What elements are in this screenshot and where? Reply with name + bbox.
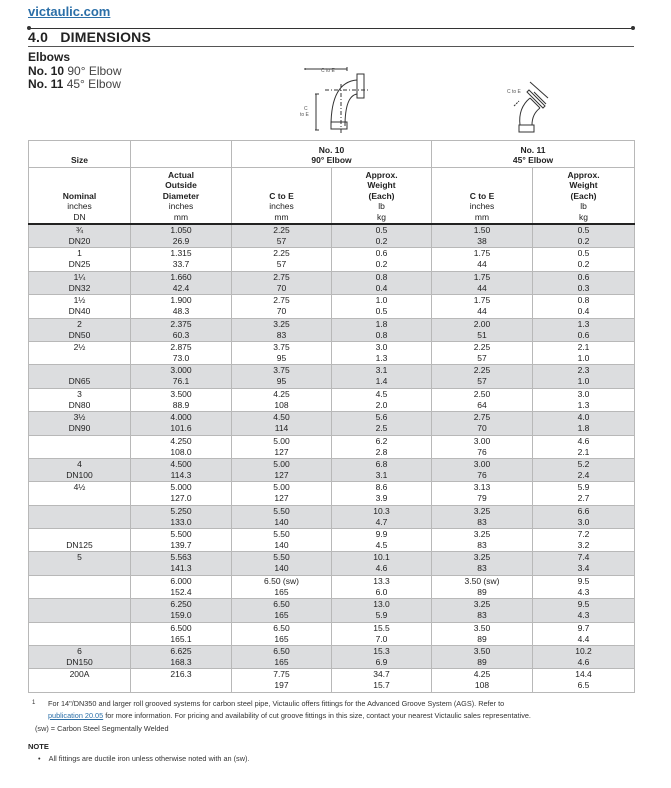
table-cell: 2.50 64 — [432, 388, 533, 411]
table-row — [29, 669, 635, 692]
blank-header — [131, 141, 232, 168]
table-row — [29, 412, 635, 435]
table-cell: 1.660 42.4 — [131, 271, 232, 294]
table-cell: 10.1 4.6 — [332, 552, 432, 575]
note-heading: NOTE — [28, 742, 49, 751]
table-cell: 5.9 2.7 — [533, 482, 635, 505]
table-cell: 2.875 73.0 — [131, 341, 232, 364]
c-label: C — [304, 106, 308, 112]
table-cell: 0.8 0.4 — [533, 295, 635, 318]
table-cell: 3.25 83 — [232, 318, 332, 341]
table-cell: 10.3 4.7 — [332, 505, 432, 528]
table-cell: 4.250 108.0 — [131, 435, 232, 458]
category-label: Elbows — [28, 50, 71, 64]
c-to-e-label: C to E — [507, 89, 521, 95]
table-cell: 3.50 89 — [432, 622, 533, 645]
table-body — [29, 224, 635, 692]
product-number: No. 11 — [28, 77, 64, 91]
table-row — [29, 599, 635, 622]
table-row — [29, 552, 635, 575]
column-header-row — [29, 168, 635, 225]
table-cell: 6.6 3.0 — [533, 505, 635, 528]
table-cell: 3.0 1.3 — [533, 388, 635, 411]
table-row — [29, 505, 635, 528]
table-cell: 1¼ DN32 — [29, 271, 131, 294]
table-cell: 4.500 114.3 — [131, 458, 232, 481]
dimensions-table — [28, 140, 635, 693]
table-cell: 0.6 0.3 — [533, 271, 635, 294]
table-cell: 14.4 6.5 — [533, 669, 635, 692]
sw-legend: (sw) = Carbon Steel Segmentally Welded — [35, 724, 169, 733]
product-desc: 45° Elbow — [66, 77, 121, 91]
table-cell: 2.25 57 — [432, 341, 533, 364]
table-cell: 200A — [29, 669, 131, 692]
table-cell: 5.563 141.3 — [131, 552, 232, 575]
table-cell: 7.2 3.2 — [533, 529, 635, 552]
table-cell: 216.3 — [131, 669, 232, 692]
table-cell: 10.2 4.6 — [533, 646, 635, 669]
product-number: No. 10 — [28, 63, 65, 78]
table-row — [29, 365, 635, 388]
product-line — [28, 78, 122, 92]
table-cell: 6.50 165 — [232, 646, 332, 669]
table-cell: 2.25 57 — [232, 248, 332, 271]
table-cell: 1.8 0.8 — [332, 318, 432, 341]
table-cell: 2.25 57 — [432, 365, 533, 388]
footnote-1: For 14"/DN350 and larger roll grooved systems for carbon steel pipe, Victaulic offers fittings for the Advanced Groove System (AGS). Refer to publication 20.05 for more information. For pricing and availability of cut groove fittings in this size, contact your nearest Victaulic sales representative. — [48, 699, 531, 720]
table-cell: 3.00 76 — [432, 458, 533, 481]
column-header: Actual Outside Diameter inches mm — [131, 168, 232, 225]
table-cell: 3.25 83 — [432, 505, 533, 528]
table-cell: DN125 — [29, 529, 131, 552]
table-cell: 2.1 1.0 — [533, 341, 635, 364]
table-cell: 5.2 2.4 — [533, 458, 635, 481]
table-cell: 3.500 88.9 — [131, 388, 232, 411]
table-cell: 15.3 6.9 — [332, 646, 432, 669]
table-cell: 1.900 48.3 — [131, 295, 232, 318]
table-cell: 5.00 127 — [232, 482, 332, 505]
table-cell: 4 DN100 — [29, 458, 131, 481]
table-cell: 4½ — [29, 482, 131, 505]
table-cell: 6.000 152.4 — [131, 575, 232, 598]
table-cell: 5 — [29, 552, 131, 575]
table-cell — [29, 435, 131, 458]
table-cell: 15.5 7.0 — [332, 622, 432, 645]
table-cell — [29, 505, 131, 528]
table-cell: 6.50 165 — [232, 622, 332, 645]
table-row — [29, 482, 635, 505]
table-cell: 0.6 0.2 — [332, 248, 432, 271]
table-cell: 4.5 2.0 — [332, 388, 432, 411]
divider — [28, 46, 634, 47]
table-row — [29, 341, 635, 364]
table-cell: 5.000 127.0 — [131, 482, 232, 505]
table-cell: 1.50 38 — [432, 224, 533, 248]
table-cell: 5.500 139.7 — [131, 529, 232, 552]
table-cell: 6.2 2.8 — [332, 435, 432, 458]
table-row — [29, 646, 635, 669]
table-cell: 5.50 140 — [232, 505, 332, 528]
table-cell: 9.9 4.5 — [332, 529, 432, 552]
table-cell: 2.3 1.0 — [533, 365, 635, 388]
table-cell: 9.5 4.3 — [533, 599, 635, 622]
table-cell: 3.13 79 — [432, 482, 533, 505]
table-cell: 9.5 4.3 — [533, 575, 635, 598]
table-row — [29, 224, 635, 248]
no11-header: No. 11 45° Elbow — [432, 141, 635, 168]
table-cell: 5.00 127 — [232, 458, 332, 481]
table-cell: 2½ — [29, 341, 131, 364]
table-row — [29, 318, 635, 341]
table-cell — [29, 622, 131, 645]
table-cell: 4.25 108 — [232, 388, 332, 411]
divider-dot — [631, 26, 635, 30]
table-cell: 5.00 127 — [232, 435, 332, 458]
table-cell: 2.75 70 — [432, 412, 533, 435]
table-cell: 1 DN25 — [29, 248, 131, 271]
table-cell: 9.7 4.4 — [533, 622, 635, 645]
table-cell: 6.50 165 — [232, 599, 332, 622]
table-cell — [29, 575, 131, 598]
table-cell: 1.75 44 — [432, 271, 533, 294]
table-cell: 13.0 5.9 — [332, 599, 432, 622]
table-row — [29, 248, 635, 271]
table-cell: 4.50 114 — [232, 412, 332, 435]
table-cell: 3.50 89 — [432, 646, 533, 669]
table-cell: 0.5 0.2 — [533, 224, 635, 248]
table-cell: 1.75 44 — [432, 248, 533, 271]
table-cell: 34.7 15.7 — [332, 669, 432, 692]
table-cell: DN65 — [29, 365, 131, 388]
table-cell: 3.000 76.1 — [131, 365, 232, 388]
table-cell: 4.000 101.6 — [131, 412, 232, 435]
site-link[interactable]: victaulic.com — [28, 4, 111, 19]
column-header: C to E inches mm — [432, 168, 533, 225]
table-cell: 3.00 76 — [432, 435, 533, 458]
table-cell: 5.250 133.0 — [131, 505, 232, 528]
note-bullet: • All fittings are ductile iron unless otherwise noted with an (sw). — [38, 754, 250, 763]
table-cell: 0.8 0.4 — [332, 271, 432, 294]
size-header: Size — [29, 141, 131, 168]
table-cell — [29, 599, 131, 622]
table-cell: 6.50 (sw) 165 — [232, 575, 332, 598]
table-cell: 7.4 3.4 — [533, 552, 635, 575]
c-to-e-label: C to E — [321, 68, 335, 74]
table-cell: 3.1 1.4 — [332, 365, 432, 388]
table-row — [29, 622, 635, 645]
table-cell: 1.050 26.9 — [131, 224, 232, 248]
table-cell: 2.75 70 — [232, 271, 332, 294]
column-header: Nominal inches DN — [29, 168, 131, 225]
product-line — [28, 65, 122, 79]
table-cell: 2.25 57 — [232, 224, 332, 248]
table-cell: 4.25 108 — [432, 669, 533, 692]
section-title: 4.0 DIMENSIONS — [28, 29, 152, 45]
table-row — [29, 458, 635, 481]
table-cell: 3.25 83 — [432, 599, 533, 622]
table-cell: 2.375 60.3 — [131, 318, 232, 341]
column-header: C to E inches mm — [232, 168, 332, 225]
table-row — [29, 575, 635, 598]
table-cell: 3.75 95 — [232, 365, 332, 388]
table-cell: 6.500 165.1 — [131, 622, 232, 645]
table-cell: 2.75 70 — [232, 295, 332, 318]
elbow-90-diagram — [295, 62, 375, 134]
table-cell: 1.3 0.6 — [533, 318, 635, 341]
table-cell: 8.6 3.9 — [332, 482, 432, 505]
table-row — [29, 529, 635, 552]
table-cell: 3.75 95 — [232, 341, 332, 364]
table-cell: ¾ DN20 — [29, 224, 131, 248]
table-cell: 6.8 3.1 — [332, 458, 432, 481]
table-cell: 3.0 1.3 — [332, 341, 432, 364]
table-cell: 2.00 51 — [432, 318, 533, 341]
table-cell: 1.0 0.5 — [332, 295, 432, 318]
table-cell: 1.315 33.7 — [131, 248, 232, 271]
table-cell: 4.0 1.8 — [533, 412, 635, 435]
column-header: Approx. Weight (Each) lb kg — [533, 168, 635, 225]
table-row — [29, 435, 635, 458]
table-cell: 3.50 (sw) 89 — [432, 575, 533, 598]
table-row — [29, 388, 635, 411]
table-cell: 7.75 197 — [232, 669, 332, 692]
table-cell: 5.6 2.5 — [332, 412, 432, 435]
table-cell: 1½ DN40 — [29, 295, 131, 318]
table-cell: 5.50 140 — [232, 529, 332, 552]
table-cell: 4.6 2.1 — [533, 435, 635, 458]
elbow-45-diagram — [500, 80, 560, 135]
table-row — [29, 271, 635, 294]
table-cell: 0.5 0.2 — [533, 248, 635, 271]
publication-link[interactable]: publication 20.05 — [48, 710, 104, 720]
column-header: Approx. Weight (Each) lb kg — [332, 168, 432, 225]
table-cell: 6 DN150 — [29, 646, 131, 669]
group-header-row — [29, 141, 635, 168]
table-row — [29, 295, 635, 318]
product-desc: 90° Elbow — [67, 63, 122, 78]
table-cell: 3.25 83 — [432, 529, 533, 552]
no10-header: No. 10 90° Elbow — [232, 141, 432, 168]
product-subtitle — [28, 51, 122, 92]
footnote-marker: 1 — [32, 700, 36, 706]
table-cell: 3½ DN90 — [29, 412, 131, 435]
table-cell: 1.75 44 — [432, 295, 533, 318]
to-e-label: to E — [300, 112, 309, 118]
table-cell: 6.250 159.0 — [131, 599, 232, 622]
table-cell: 3.25 83 — [432, 552, 533, 575]
table-cell: 0.5 0.2 — [332, 224, 432, 248]
footnotes — [32, 698, 635, 735]
table-cell: 3 DN80 — [29, 388, 131, 411]
table-cell: 2 DN50 — [29, 318, 131, 341]
table-cell: 13.3 6.0 — [332, 575, 432, 598]
table-cell: 5.50 140 — [232, 552, 332, 575]
table-cell: 6.625 168.3 — [131, 646, 232, 669]
